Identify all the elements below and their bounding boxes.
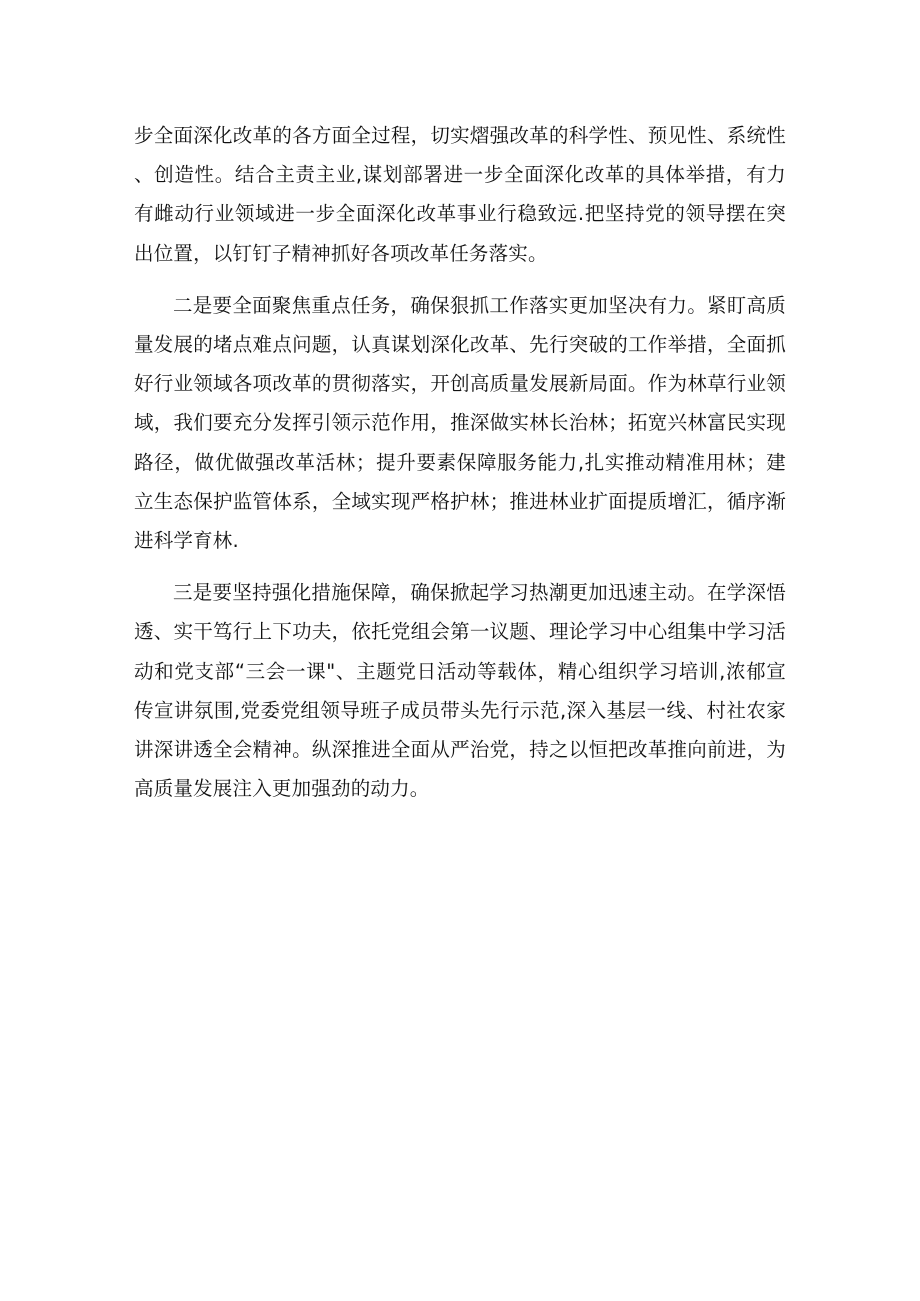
paragraph-3: 三是要坚持强化措施保障，确保掀起学习热潮更加迅速主动。在学深悟透、实干笃行上下功夫，依托党组会第一议题、理论学习中心组集中学习活动和党支部“三会一课"、主题党日活动等载体，精心组织学习培训,浓郁宣传宣讲氛围,党委党组领导班子成员带头先行示范,深入基层一线、村社农家讲深讲透全会精神。纵深推进全面从严治党，持之以恒把改革推向前进，为高质量发展注入更加强劲的动力。 [134, 581, 786, 801]
paragraph-1: 步全面深化改革的各方面全过程，切实熠强改革的科学性、预见性、系统性、创造性。结合主责主业,谋划部署进一步全面深化改革的具体举措，有力有雌动行业领域进一步全面深化改革事业行稳致远.把坚持党的领导摆在突出位置，以钉钉子精神抓好各项改革任务落实。 [134, 124, 786, 265]
paragraph-2: 二是要全面聚焦重点任务，确保狠抓工作落实更加坚决有力。紧盯高质量发展的堵点难点问题，认真谋划深化改革、先行突破的工作举措，全面抓好行业领域各项改革的贯彻落实，开创高质量发展新局面。作为林草行业领域，我们要充分发挥引领示范作用，推深做实林长治林；拓宽兴林富民实现路径，做优做强改革活林；提升要素保障服务能力,扎实推动精准用林；建立生态保护监管体系，全域实现严格护林；推进林业扩面提质增汇，循序渐进科学育林. [134, 293, 786, 553]
document-body [134, 116, 786, 808]
